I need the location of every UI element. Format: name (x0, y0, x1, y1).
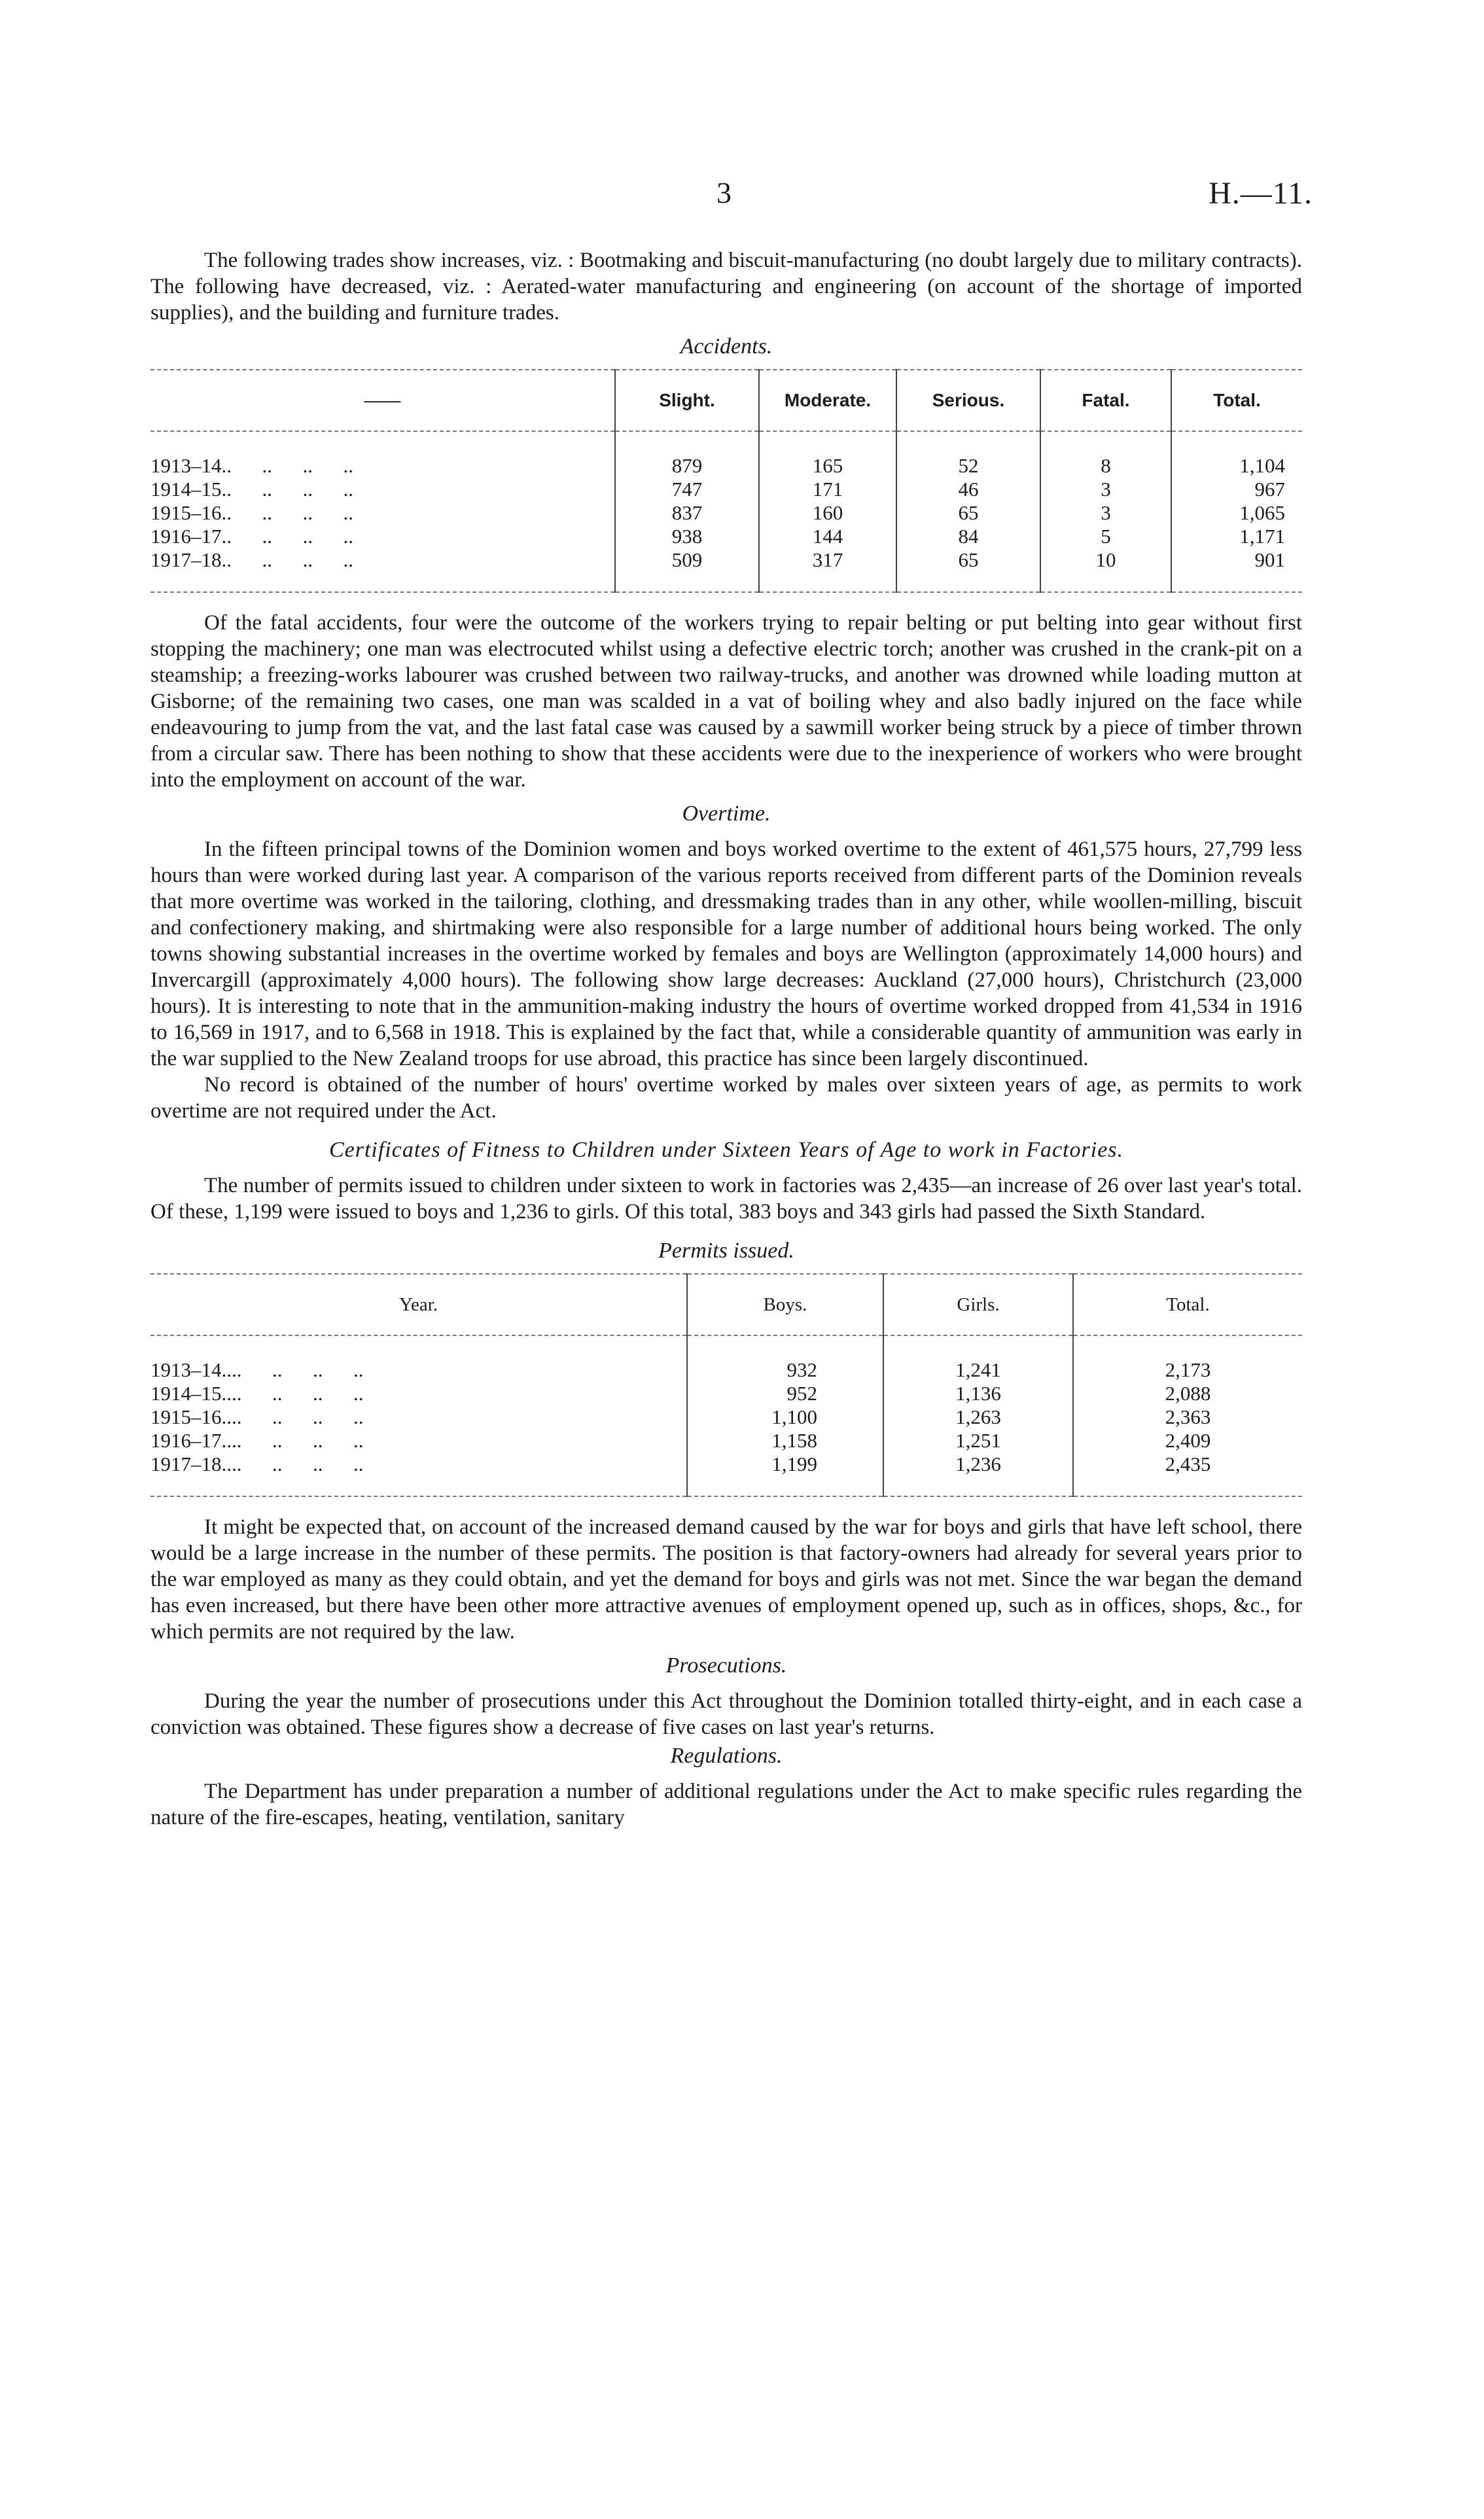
slight-cell: 837 (615, 501, 759, 525)
slight-cell: 879 (615, 454, 759, 478)
permits-header-boys: Boys. (687, 1274, 883, 1335)
year-cell: 1914–15.... .. .. .. (150, 1382, 364, 1405)
year-cell: 1913–14.. .. .. .. (150, 454, 353, 477)
total-cell: 2,409 (1073, 1429, 1302, 1453)
total-cell: 1,104 (1171, 454, 1302, 478)
slight-cell: 509 (615, 548, 759, 572)
permits-title: Permits issued. (658, 1239, 794, 1263)
accidents-title: Accidents. (680, 334, 773, 359)
serious-cell: 46 (896, 478, 1040, 501)
year-cell: 1916–17.... .. .. .. (150, 1429, 364, 1452)
overtime-paragraph: In the fifteen principal towns of the Dominion women and boys worked overtime to the extent of 461,575 hours, 27,799 less hours than were worked during last year. A comparison of the various reports received from different parts of the Dominion reveals that more overtime was worked in the tailoring, clothing, and dressmaking trades than in any other, while woollen-milling, biscuit and confectionery making, and shirtmaking were also responsible for a large number of additional hours being worked. The only towns showing substantial increases in the overtime worked by females and boys are Wellington (approximately 14,000 hours) and Invercargill (approximately 4,000 hours). The following show large decreases: Auckland (27,000 hours), Christchurch (23,000 hours). It is interesting to note that in the ammunition-making industry the hours of overtime worked dropped from 41,534 in 1916 to 16,569 in 1917, and to 6,568 in 1918. This is explained by the fact that, while a considerable quantity of ammunition was early in the war supplied to the New Zealand troops for use abroad, this practice has since been largely discontinued. (150, 837, 1302, 1070)
page-number: 3 (716, 176, 732, 209)
certificates-title: Certificates of Fitness to Children under Sixteen Years of Age to work in Factories. (328, 1138, 1124, 1162)
girls-cell: 1,241 (883, 1358, 1073, 1382)
total-cell: 1,171 (1171, 525, 1302, 548)
total-cell: 2,363 (1073, 1405, 1302, 1429)
girls-cell: 1,136 (883, 1382, 1073, 1405)
year-cell: 1914–15.. .. .. .. (150, 478, 353, 501)
serious-cell: 65 (896, 501, 1040, 525)
table-row (150, 1358, 1302, 1382)
prosecutions-title: Prosecutions. (665, 1653, 787, 1678)
overtime-title: Overtime. (682, 802, 771, 826)
serious-cell: 65 (896, 548, 1040, 572)
document-reference: H.—11. (1209, 176, 1313, 211)
serious-cell: 52 (896, 454, 1040, 478)
permits-table (150, 1273, 1302, 1497)
year-cell: 1915–16.. .. .. .. (150, 501, 353, 524)
table-row (150, 1405, 1302, 1429)
total-cell: 2,088 (1073, 1382, 1302, 1405)
moderate-cell: 317 (759, 548, 896, 572)
table-row (150, 454, 1302, 478)
permits-header-total: Total. (1073, 1274, 1302, 1335)
table-row (150, 501, 1302, 525)
year-cell: 1915–16.... .. .. .. (150, 1405, 364, 1428)
fatal-accidents-paragraph: Of the fatal accidents, four were the outcome of the workers trying to repair belting or put belting into gear without first stopping the machinery; one man was electrocuted whilst using a defective electric torch; another was crushed in the crank-pit on a steamship; a freezing-works labourer was crushed between two railway-trucks, and another was drowned while loading mutton at Gisborne; of the remaining two cases, one man was scalded in a vat of boiling whey and also badly injured on the face while endeavouring to jump from the vat, and the last fatal case was caused by a sawmill worker being struck by a piece of timber thrown from a circular saw. There has been nothing to show that these accidents were due to the inexperience of workers who were brought into the employment on account of the war. (150, 611, 1302, 792)
total-cell: 2,173 (1073, 1358, 1302, 1382)
intro-paragraph: The following trades show increases, viz. : Bootmaking and biscuit-manufacturing (no doubt largely due to military contracts). The following have decreased, viz. : Aerated-water manufacturing and engineering (on account of the shortage of imported supplies), and the building and furniture trades. (150, 249, 1302, 325)
table-row (150, 1382, 1302, 1405)
fatal-cell: 3 (1040, 501, 1171, 525)
accidents-header-slight: Slight. (615, 370, 759, 431)
accidents-header-moderate: Moderate. (759, 370, 896, 431)
total-cell: 901 (1171, 548, 1302, 572)
fatal-cell: 5 (1040, 525, 1171, 548)
accidents-table (150, 369, 1302, 593)
year-cell: 1917–18.. .. .. .. (150, 548, 353, 571)
table-row (150, 478, 1302, 501)
table-row (150, 525, 1302, 548)
permits-header-girls: Girls. (883, 1274, 1073, 1335)
permits-paragraph: It might be expected that, on account of the increased demand caused by the war for boys and girls that have left school, there would be a large increase in the number of these permits. The position is that factory-owners had already for several years prior to the war employed as many as they could obtain, and yet the demand for boys and girls was not met. Since the war began the demand has even increased, but there have been other more attractive avenues of employment opened up, such as in offices, shops, &c., for which permits are not required by the law. (150, 1515, 1302, 1644)
table-row (150, 1429, 1302, 1453)
table-row (150, 548, 1302, 572)
boys-cell: 1,158 (687, 1429, 883, 1453)
accidents-header-total: Total. (1171, 370, 1302, 431)
accidents-header-row (150, 370, 1302, 431)
accidents-header-fatal: Fatal. (1040, 370, 1171, 431)
accidents-header-blank: —— (364, 390, 401, 410)
year-cell: 1917–18.... .. .. .. (150, 1453, 364, 1475)
boys-cell: 952 (687, 1382, 883, 1405)
boys-cell: 1,100 (687, 1405, 883, 1429)
table-row (150, 1453, 1302, 1476)
moderate-cell: 144 (759, 525, 896, 548)
page-header (0, 175, 1484, 221)
serious-cell: 84 (896, 525, 1040, 548)
moderate-cell: 171 (759, 478, 896, 501)
regulations-paragraph: The Department has under preparation a number of additional regulations under the Act to make specific rules regarding the nature of the fire-escapes, heating, ventilation, sanitary (150, 1780, 1302, 1829)
regulations-title: Regulations. (670, 1744, 783, 1768)
girls-cell: 1,263 (883, 1405, 1073, 1429)
moderate-cell: 160 (759, 501, 896, 525)
boys-cell: 1,199 (687, 1453, 883, 1476)
total-cell: 967 (1171, 478, 1302, 501)
certificates-paragraph: The number of permits issued to children under sixteen to work in factories was 2,435—an increase of 26 over last year's total. Of these, 1,199 were issued to boys and 1,236 to girls. Of this total, 383 boys and 343 girls had passed the Sixth Standard. (150, 1174, 1302, 1224)
permits-header-row (150, 1274, 1302, 1335)
overtime-males-paragraph: No record is obtained of the number of hours' overtime worked by males over sixteen years of age, as permits to work overtime are not required under the Act. (150, 1073, 1302, 1123)
fatal-cell: 10 (1040, 548, 1171, 572)
moderate-cell: 165 (759, 454, 896, 478)
prosecutions-paragraph: During the year the number of prosecutions under this Act throughout the Dominion totalled thirty-eight, and in each case a conviction was obtained. These figures show a decrease of five cases on last year's returns. (150, 1689, 1302, 1739)
slight-cell: 938 (615, 525, 759, 548)
permits-header-year: Year. (398, 1294, 438, 1315)
fatal-cell: 8 (1040, 454, 1171, 478)
boys-cell: 932 (687, 1358, 883, 1382)
total-cell: 2,435 (1073, 1453, 1302, 1476)
total-cell: 1,065 (1171, 501, 1302, 525)
accidents-header-serious: Serious. (896, 370, 1040, 431)
girls-cell: 1,251 (883, 1429, 1073, 1453)
year-cell: 1916–17.. .. .. .. (150, 525, 353, 548)
year-cell: 1913–14.... .. .. .. (150, 1358, 364, 1381)
fatal-cell: 3 (1040, 478, 1171, 501)
slight-cell: 747 (615, 478, 759, 501)
document-body (150, 247, 1302, 1831)
girls-cell: 1,236 (883, 1453, 1073, 1476)
